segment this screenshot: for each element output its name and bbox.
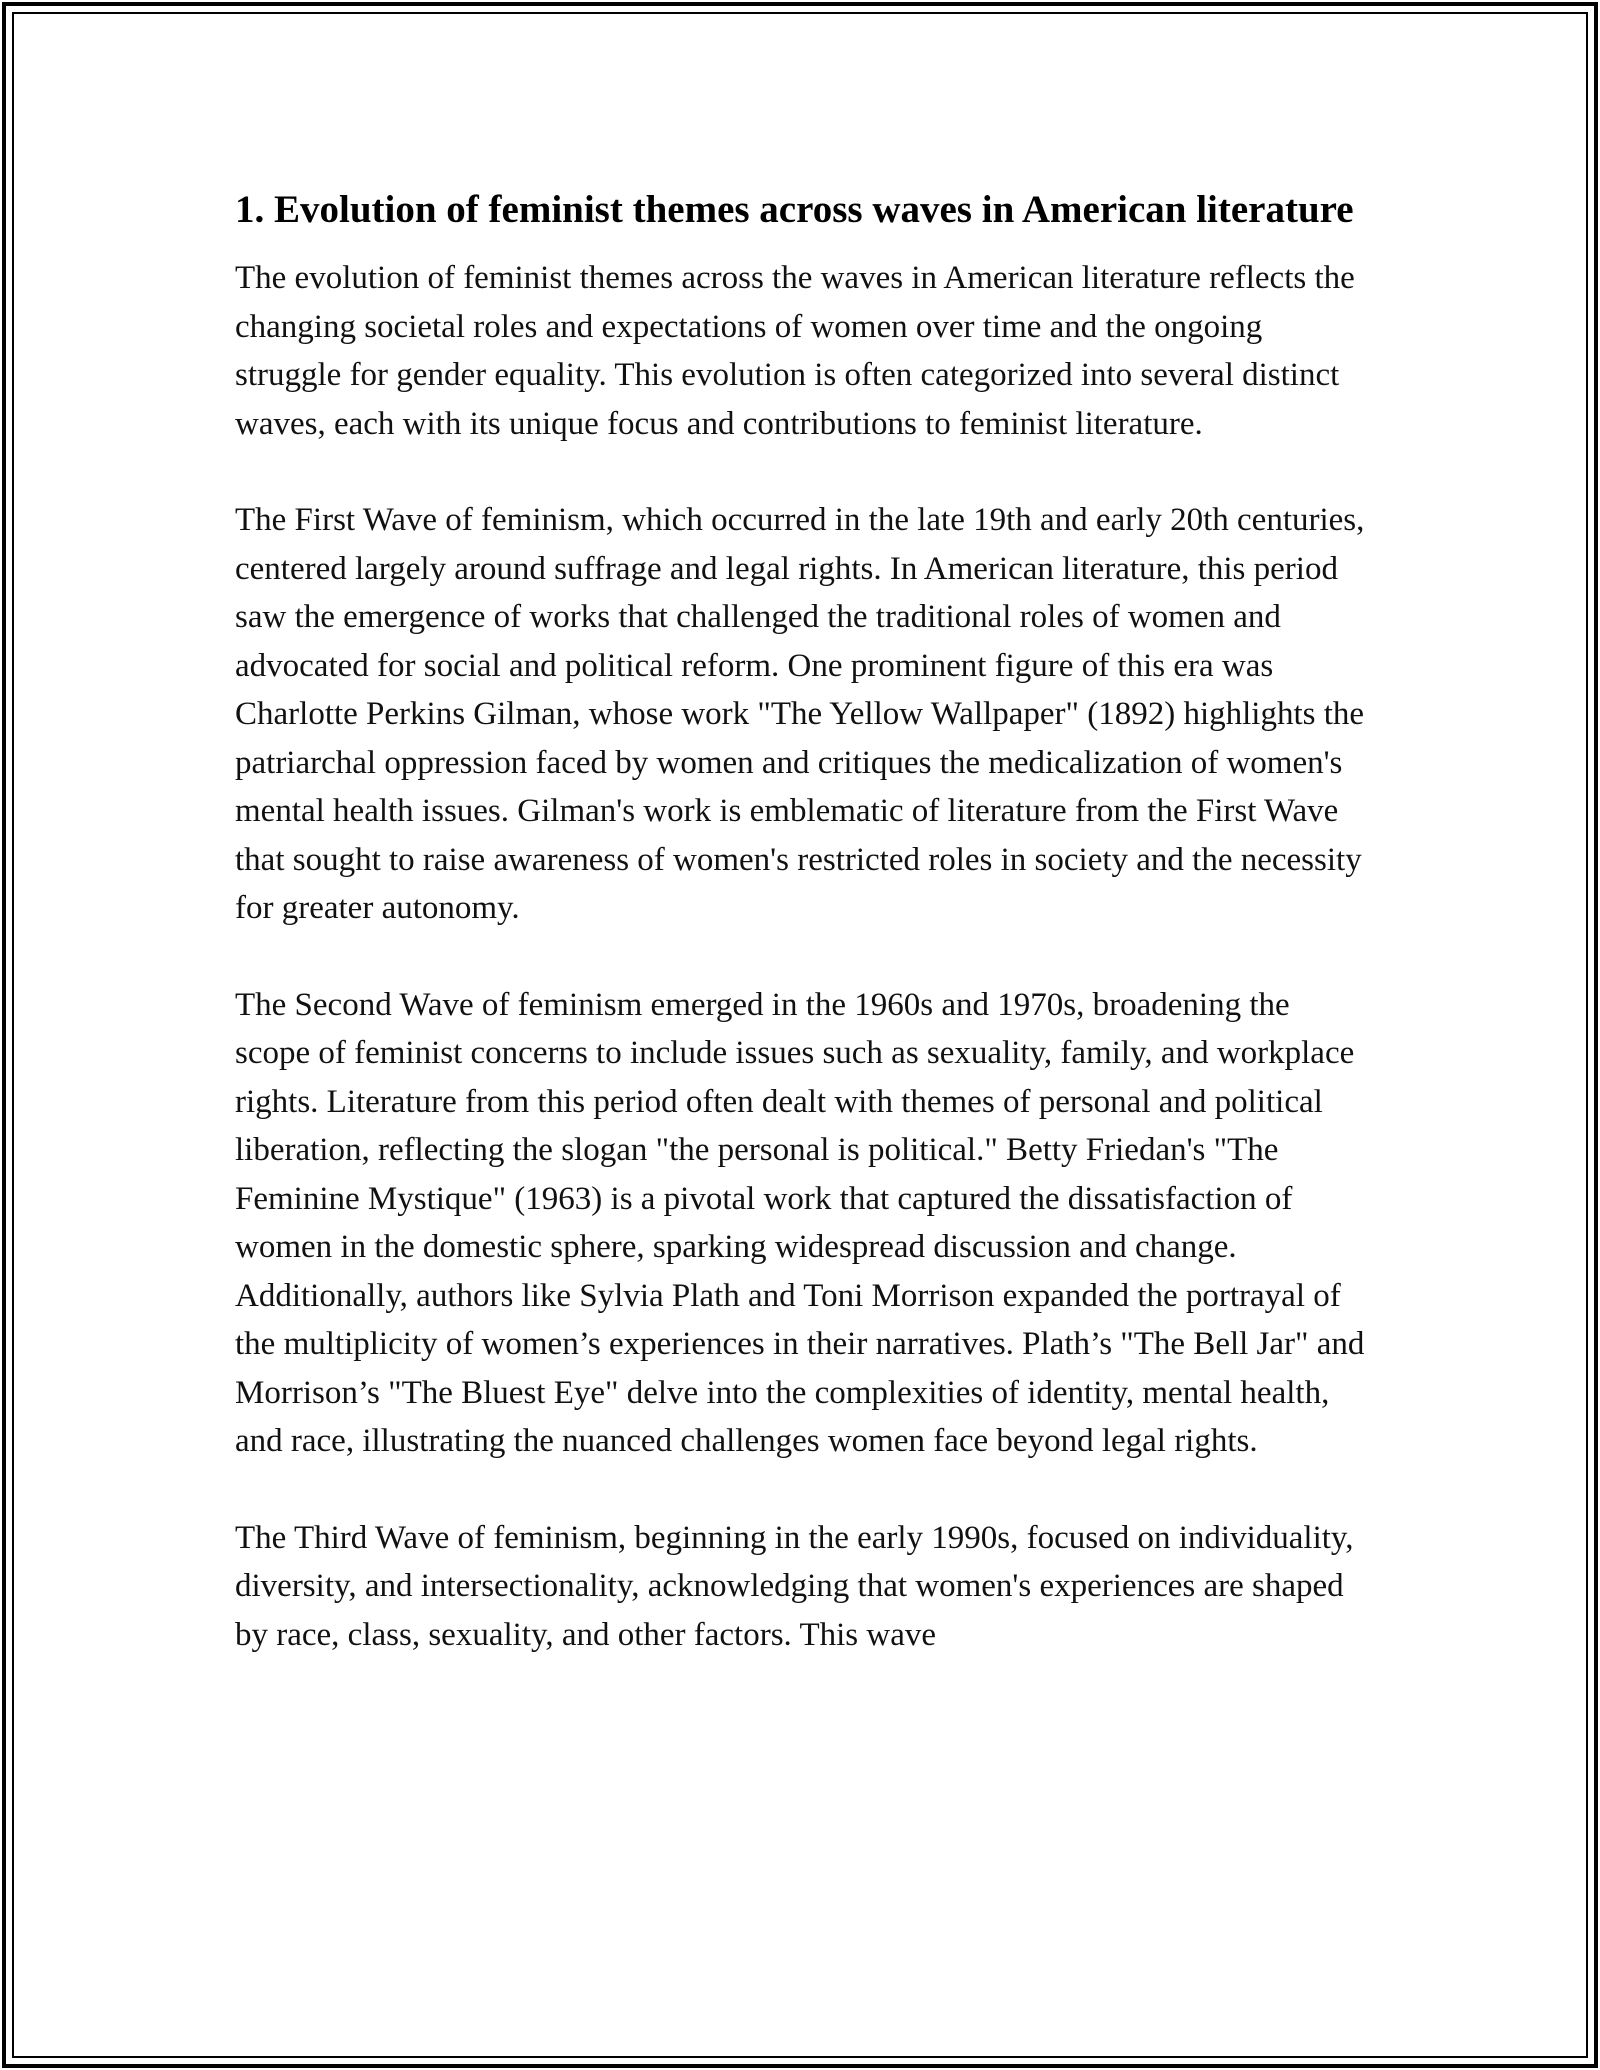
section-heading: 1. Evolution of feminist themes across waves in American literature — [235, 188, 1354, 231]
paragraph-first-wave: The First Wave of feminism, which occurred in the late 19th and early 20th centuries, centered largely around suffrage and legal rights. In American literature, this period saw the emergence of works that challenged the traditional roles of women and advocated for social and political reform. One prominent figure of this era was Charlotte Perkins Gilman, whose work "The Yellow Wallpaper" (1892) highlights the patriarchal oppression faced by women and critiques the medicalization of women's mental health issues. Gilman's work is emblematic of literature from the First Wave that sought to raise awareness of women's restricted roles in society and the necessity for greater autonomy. — [235, 502, 1365, 926]
paragraph-third-wave: The Third Wave of feminism, beginning in the early 1990s, focused on individuality, diversity, and intersectionality, acknowledging that women's experiences are shaped by race, class, sexuality, and other factors. This wave — [235, 1519, 1354, 1653]
paragraph-second-wave: The Second Wave of feminism emerged in the 1960s and 1970s, broadening the scope of feminist concerns to include issues such as sexuality, family, and workplace rights. Literature from this period often dealt with themes of personal and political liberation, reflecting the slogan "the personal is political." Betty Friedan's "The Feminine Mystique" (1963) is a pivotal work that captured the dissatisfaction of women in the domestic sphere, sparking widespread discussion and change. Additionally, authors like Sylvia Plath and Toni Morrison expanded the portrayal of the multiplicity of women’s experiences in their narratives. Plath’s "The Bell Jar" and Morrison’s "The Bluest Eye" delve into the complexities of identity, mental health, and race, illustrating the nuanced challenges women face beyond legal rights. — [235, 986, 1365, 1459]
paragraph-intro: The evolution of feminist themes across the waves in American literature reflects the changing societal roles and expectations of women over time and the ongoing struggle for gender equality. This evolution is often categorized into several distinct waves, each with its unique focus and contributions to feminist literature. — [235, 260, 1355, 442]
document-body — [235, 182, 1365, 1707]
